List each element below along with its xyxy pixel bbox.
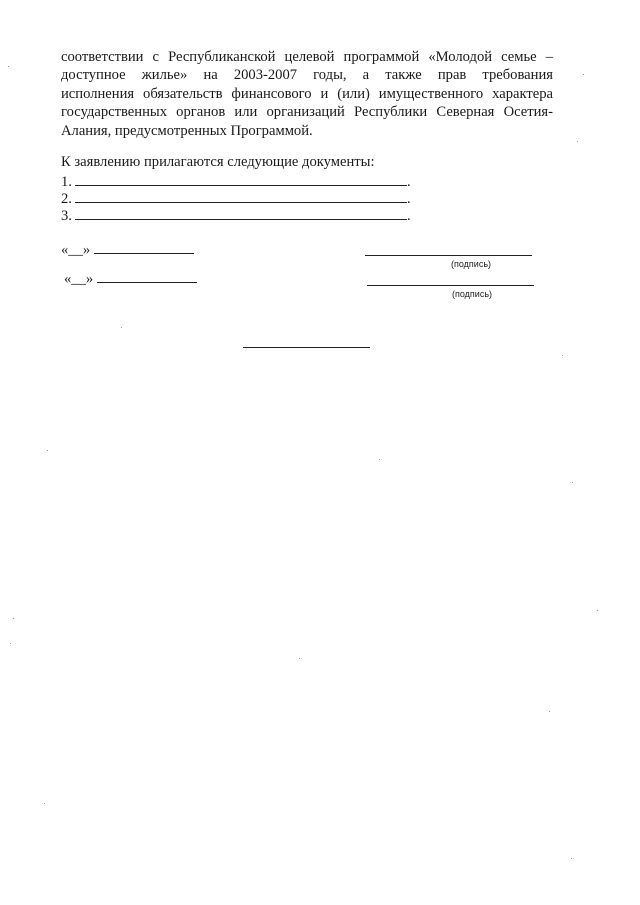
date-blank-field[interactable]	[97, 270, 197, 283]
paragraph-line: исполнения обязательств финансового и (или) имущественного характера	[61, 85, 553, 102]
scan-speck	[121, 327, 122, 328]
attachment-number: 3.	[61, 208, 72, 224]
attachment-blank-field[interactable]	[75, 172, 407, 186]
attachment-item-3	[61, 206, 411, 225]
attachments-intro: К заявлению прилагаются следующие документы:	[61, 154, 375, 170]
scan-speck	[572, 482, 573, 483]
date-day-prefix: «__»	[61, 242, 91, 258]
paragraph-line: государственных органов или организаций Республики Северная Осетия-	[61, 104, 553, 121]
signature-label-1: (подпись)	[451, 259, 492, 269]
scan-speck	[571, 858, 572, 859]
attachment-end: .	[407, 208, 411, 224]
attachment-end: .	[407, 191, 411, 207]
signature-label-2: (подпись)	[452, 289, 493, 299]
scan-speck	[47, 450, 48, 451]
scan-speck	[10, 643, 11, 644]
paragraph-line: соответствии с Республиканской целевой программой «Молодой семье –	[61, 49, 553, 65]
signature-line-1[interactable]	[365, 255, 532, 256]
date-field-2	[64, 270, 197, 288]
scan-speck	[13, 618, 14, 619]
date-day-prefix: «__»	[64, 271, 94, 287]
statement-paragraph	[61, 48, 553, 140]
signature-line-2[interactable]	[367, 285, 534, 286]
scan-speck	[577, 141, 578, 142]
date-field-1	[61, 241, 194, 259]
attachment-blank-field[interactable]	[75, 189, 407, 203]
attachment-blank-field[interactable]	[75, 206, 407, 220]
scan-speck	[299, 658, 300, 659]
scan-speck	[44, 803, 45, 804]
attachment-number: 2.	[61, 191, 72, 207]
scan-speck	[597, 610, 598, 611]
scan-speck	[562, 355, 563, 356]
paragraph-line: доступное жилье» на 2003-2007 годы, а также прав требования	[61, 67, 553, 84]
scan-speck	[8, 66, 9, 67]
attachment-end: .	[407, 174, 411, 190]
attachment-number: 1.	[61, 174, 72, 190]
scan-speck	[549, 711, 550, 712]
scan-speck	[583, 74, 584, 75]
end-of-document-rule	[243, 347, 370, 348]
paragraph-line: Алания, предусмотренных Программой.	[61, 122, 313, 139]
date-blank-field[interactable]	[94, 241, 194, 254]
scan-speck	[379, 459, 380, 460]
